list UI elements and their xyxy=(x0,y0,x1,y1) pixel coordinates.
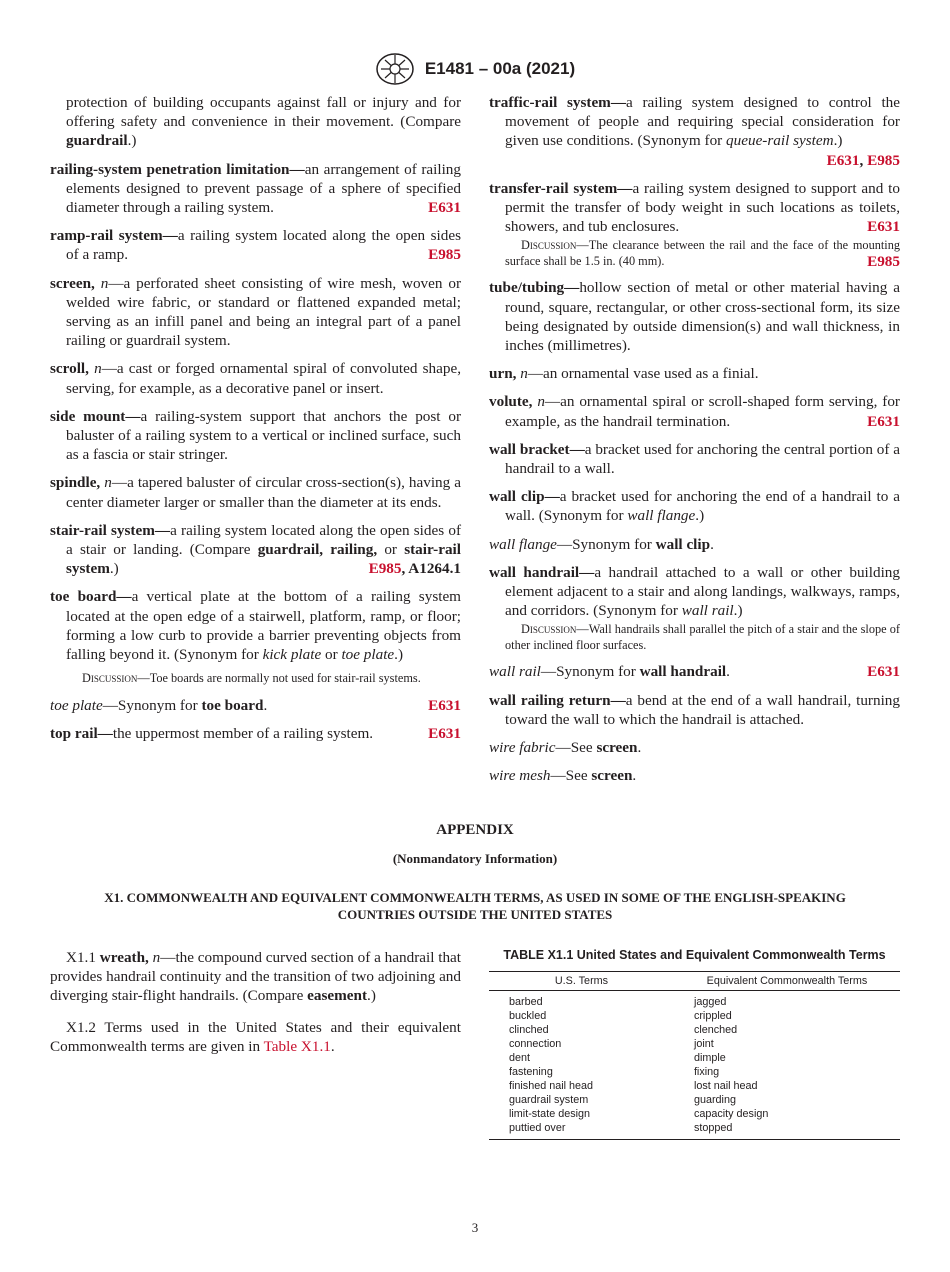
definition-entry: wall bracket—a bracket used for anchoring the central portion of a handrail to a wall. xyxy=(489,440,900,478)
reference-links[interactable]: E631, E985 xyxy=(826,151,900,169)
definition-entry: scroll, n—a cast or forged ornamental spiral of convoluted shape, serving, for example, as a decorative panel or insert. xyxy=(50,360,462,397)
table-row xyxy=(489,1065,900,1079)
page-header xyxy=(0,52,950,86)
table-cell: clenched xyxy=(693,1024,738,1036)
table-cell: limit-state design xyxy=(509,1108,591,1120)
table-cell: fastening xyxy=(509,1066,553,1078)
right-column xyxy=(489,93,900,794)
definition-entry: top rail—the uppermost member of a railing system. E631 xyxy=(50,724,461,742)
paragraph-x1-1: X1.1 wreath, n—the compound curved section of a handrail that provides handrail continuity and the transition of two adjoining and diverging stair-flight handrails. (Compare easement.) xyxy=(50,949,462,1005)
definition-entry: screen, n—a perforated sheet consisting of wire mesh, woven or welded wire fabric, or standard or flattened expanded metal; serving as an infill panel and being an integral part of a panel railing or guardrail system. xyxy=(50,274,462,350)
reference-link[interactable]: E985 xyxy=(867,252,900,270)
table-cell: joint xyxy=(693,1038,714,1050)
table-header-commonwealth: Equivalent Commonwealth Terms xyxy=(674,972,900,991)
section-heading: X1. COMMONWEALTH AND EQUIVALENT COMMONWEALTH TERMS, AS USED IN SOME OF THE ENGLISH-SPEAKING COUNTRIES OUTSIDE THE UNITED STATES xyxy=(104,890,846,922)
table-cell: clinched xyxy=(509,1024,549,1036)
table-cell: connection xyxy=(509,1038,562,1050)
definition-entry: wall railing return—a bend at the end of a wall handrail, turning toward the wall to which the handrail is attached. xyxy=(489,691,900,728)
table-cell: guarding xyxy=(693,1094,736,1106)
table-cell: guardrail system xyxy=(509,1094,589,1106)
table-row xyxy=(489,1037,900,1051)
appendix-subtitle: (Nonmandatory Information) xyxy=(392,851,558,866)
table-cell: jagged xyxy=(693,996,727,1008)
continued-definition: protection of building occupants against fall or injury and for offering safety and convenience in their movement. (Compare guardrail.) xyxy=(66,94,461,150)
definition-entry: volute, n—an ornamental spiral or scroll-shaped form serving, for example, as the handrail termination. E631 xyxy=(489,393,900,430)
definition-entry: toe board—a vertical plate at the bottom of a railing system located at the open edge of a stairwell, platform, ramp, or floor; forming a low curb to provide a barrier preventing objects from falling beyond it. (Synonym for kick plate or toe plate.) xyxy=(50,588,461,664)
reference-link[interactable]: E631 xyxy=(428,696,461,714)
definition-entry: wall handrail—a handrail attached to a wall or other building element adjacent to a stair and along landings, walkways, ramps, and corridors. (Synonym for wall rail.) xyxy=(489,563,900,620)
page-number: 3 xyxy=(471,1220,479,1235)
table-cell: capacity design xyxy=(693,1108,769,1120)
table-cell: buckled xyxy=(509,1010,547,1022)
discussion-note: Discussion—Wall handrails shall parallel the pitch of a stair and the slope of other inclined floor surfaces. xyxy=(505,622,900,652)
table-row xyxy=(489,1107,900,1121)
table-row xyxy=(489,1093,900,1107)
definition-entry: ramp-rail system—a railing system located along the open sides of a ramp. E985 xyxy=(50,227,461,264)
definition-entry: wall rail—Synonym for wall handrail. E631 xyxy=(489,663,900,681)
reference-link[interactable]: E631 xyxy=(867,412,900,430)
definition-entry: urn, n—an ornamental vase used as a finial. xyxy=(489,365,759,383)
definition-entry: traffic-rail system—a railing system designed to control the movement of people and requiring special consideration for given use conditions. (Synonym for queue-rail system.) E631, E985 xyxy=(489,94,900,169)
terms-table-container xyxy=(489,948,900,1140)
table-row xyxy=(489,1009,900,1023)
table-row xyxy=(489,1051,900,1065)
table-header-us: U.S. Terms xyxy=(489,972,674,991)
table-caption: TABLE X1.1 United States and Equivalent Commonwealth Terms xyxy=(503,948,886,962)
definition-entry: wire mesh—See screen. xyxy=(489,767,637,785)
table-cell: puttied over xyxy=(489,1121,674,1140)
document-title: E1481 – 00a (2021) xyxy=(424,59,576,78)
definition-entry: stair-rail system—a railing system located along the open sides of a stair or landing. (Compare guardrail, railing, or stair-rail system.) E985, A1264.1 xyxy=(50,521,461,578)
table-cell: dent xyxy=(509,1052,531,1064)
table-row xyxy=(489,1079,900,1093)
reference-links[interactable]: E985, A1264.1 xyxy=(368,560,461,578)
table-cell: stopped xyxy=(674,1121,900,1140)
table-row xyxy=(489,1023,900,1037)
definition-entry: railing-system penetration limitation—an arrangement of railing elements designed to prevent passage of a sphere of specified diameter through a railing system. E631 xyxy=(50,160,461,217)
reference-link[interactable]: E631 xyxy=(428,724,461,742)
table-cell: crippled xyxy=(693,1010,732,1022)
table-row xyxy=(489,1121,900,1140)
definition-entry: toe plate—Synonym for toe board. E631 xyxy=(50,696,461,714)
table-cell: lost nail head xyxy=(693,1080,758,1092)
definition-entry: transfer-rail system—a railing system designed to support and to permit the transfer of body weight in such locations as toilets, showers, and tub enclosures. E631 xyxy=(489,179,900,236)
discussion-note: Discussion—The clearance between the rail and the face of the mounting surface shall be 1.5 in. (40 mm). E985 xyxy=(505,238,900,270)
table-cell: dimple xyxy=(693,1052,726,1064)
paragraph-x1-2: X1.2 Terms used in the United States and their equivalent Commonwealth terms are given in Table X1.1. xyxy=(50,1018,461,1055)
table-row xyxy=(489,991,900,1010)
table-cell: finished nail head xyxy=(509,1080,594,1092)
definition-entry: wall clip—a bracket used for anchoring the end of a handrail to a wall. (Synonym for wall flange.) xyxy=(489,488,900,525)
discussion-note: Discussion—Toe boards are normally not used for stair-rail systems. xyxy=(82,671,421,686)
left-column xyxy=(50,93,461,752)
table-cell: fixing xyxy=(693,1066,720,1078)
table-link[interactable]: Table X1.1 xyxy=(263,1037,331,1055)
reference-link[interactable]: E631 xyxy=(867,218,900,236)
terms-table xyxy=(489,971,900,1140)
appendix-section xyxy=(0,822,950,923)
definition-entry: tube/tubing—hollow section of metal or other material having a round, square, rectangular, or other cross-sectional form, its size being designated by outside dimension(s) and wall thickness, in inches (millimetres). xyxy=(489,279,900,355)
appendix-text xyxy=(50,948,461,1068)
definition-entry: wall flange—Synonym for wall clip. xyxy=(489,535,714,553)
definition-entry: wire fabric—See screen. xyxy=(489,739,642,757)
definition-entry: spindle, n—a tapered baluster of circular cross-section(s), having a center diameter larger or smaller than the diameter at its ends. xyxy=(50,474,462,511)
astm-logo-icon xyxy=(375,52,415,86)
reference-link[interactable]: E631 xyxy=(867,663,900,681)
appendix-title: APPENDIX xyxy=(436,822,514,838)
definition-entry: side mount—a railing-system support that anchors the post or baluster of a railing system to a vertical or inclined surface, such as a fascia or stair stringer. xyxy=(50,407,461,464)
reference-link[interactable]: E985 xyxy=(428,246,461,264)
reference-link[interactable]: E631 xyxy=(428,199,461,217)
table-cell: barbed xyxy=(509,996,543,1008)
